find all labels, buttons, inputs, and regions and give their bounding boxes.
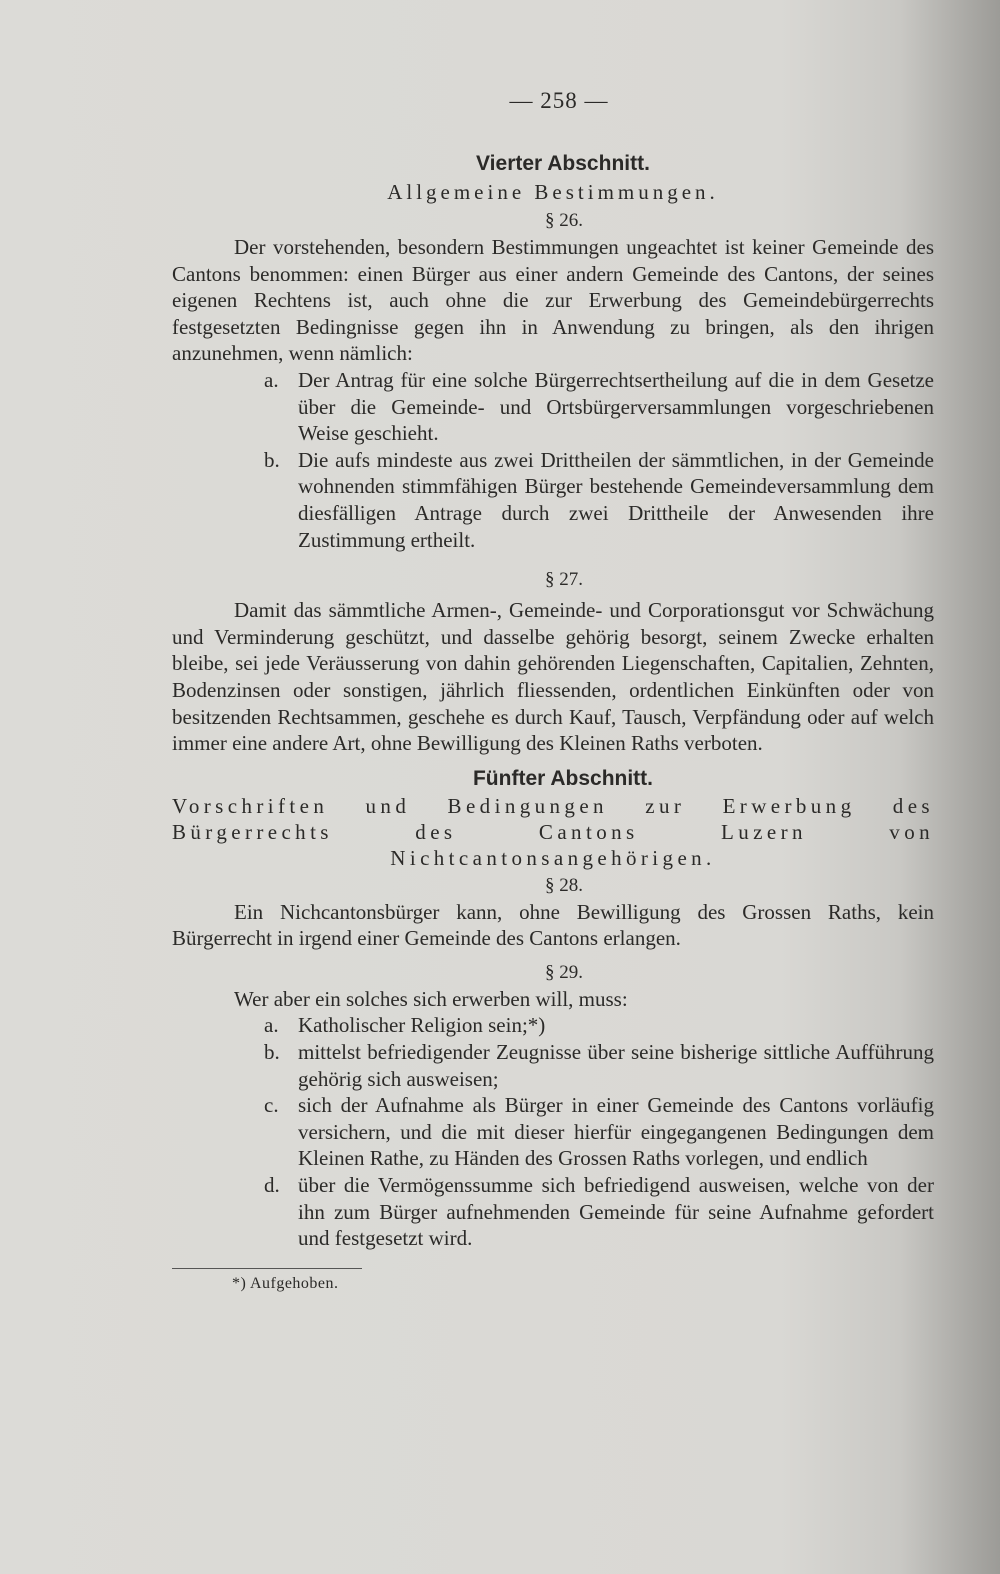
section-4-title: Vierter Abschnitt. [476,152,650,175]
list-item-marker: c. [264,1093,279,1118]
paragraph-28-text: Ein Nichcantonsbürger kann, ohne Bewilligung des Grossen Raths, kein Bürgerrecht in irgend einer Gemeinde des Cantons erlangen. [172,899,934,951]
list-item-marker: a. [264,1013,279,1038]
list-item-marker: a. [264,367,279,392]
paragraph-29-sign: § 29. [545,961,583,983]
paragraph-27-text: Damit das sämmtliche Armen-, Gemeinde- und Corporationsgut vor Schwächung und Verminderung geschützt, und dasselbe gehörig besorgt, seinem Zwecke erhalten bleibe, sei jede Veräusserung von dahin gehörenden Liegenschaften, Capitalien, Zehnten, Bodenzinsen oder sonstigen, jährlich fliessenden, ordentlichen Einkünften oder von besitzenden Rechtsammen, geschehe es durch Kauf, Tausch, Verpfändung oder auf welch immer eine andere Art, ohne Bewilligung des Kleinen Raths verboten. [172,598,934,756]
paragraph-29-list [172,1012,934,1251]
section-4-subtitle: Allgemeine Bestimmungen. [387,180,719,204]
section-5-title: Fünfter Abschnitt. [472,766,654,790]
paragraph-26-text: Der vorstehenden, besondern Bestimmungen ungeachtet ist keiner Gemeinde des Cantons benommen: einen Bürger aus einer andern Gemeinde des Cantons, der seines eigenen Rechtens ist, auch ohne die zur Erwerbung des Gemeindebürgerrechts festgesetzten Bedingnisse gegen ihn in Anwendung zu bringen, als den ihrigen anzunehmen, wenn nämlich: [172,235,934,366]
list-item [264,1092,934,1172]
list-item-text: sich der Aufnahme als Bürger in einer Gemeinde des Cantons vorläufig versichern, und die mit dieser hierfür eingegangenen Bedingungen dem Kleinen Rathe, zu Händen des Grossen Raths vorlegen, und endlich [298,1093,934,1171]
list-item [264,1012,934,1039]
paragraph-26-list [172,367,934,553]
list-item [264,1172,934,1252]
footnote-divider [172,1268,362,1269]
paragraph-26-sign: § 26. [545,210,583,231]
list-item-text: über die Vermögenssumme sich befriedigend ausweisen, welche von der ihn zum Bürger aufnehmenden Gemeinde für seine Aufnahme gefordert und festgesetzt wird. [298,1173,934,1251]
page-number: — 258 — [509,88,609,113]
footnote: *) Aufgehoben. [232,1274,339,1292]
section-5-subtitle: Vorschriften und Bedingungen zur Erwerbung des Bürgerrechts des Cantons Luzern von Nichtcantonsangehörigen. [172,793,934,870]
page-content [172,88,934,1293]
list-item-text: Die aufs mindeste aus zwei Drittheilen der sämmtlichen, in der Gemeinde wohnenden stimmfähigen Bürger bestehende Gemeindeversammlung dem diesfälligen Antrage durch zwei Drittheile der Anwesenden ihre Zustimmung ertheilt. [298,447,934,552]
list-item [264,1039,934,1092]
list-item-text: Der Antrag für eine solche Bürgerrechtsertheilung auf die in dem Gesetze über die Gemeinde- und Ortsbürgerversammlungen vorgeschriebenen Weise geschieht. [298,367,934,446]
list-item-text: Katholischer Religion sein;*) [298,1013,546,1038]
list-item-marker: b. [264,447,280,472]
list-item-marker: b. [264,1040,280,1065]
paragraph-27-sign: § 27. [545,569,583,591]
list-item-marker: d. [264,1173,280,1198]
list-item-text: mittelst befriedigender Zeugnisse über seine bisherige sittliche Aufführung gehörig sich ausweisen; [298,1040,934,1091]
list-item [264,447,934,553]
list-item [264,367,934,447]
paragraph-28-sign: § 28. [545,874,583,896]
paragraph-29-text: Wer aber ein solches sich erwerben will, muss: [234,986,628,1011]
